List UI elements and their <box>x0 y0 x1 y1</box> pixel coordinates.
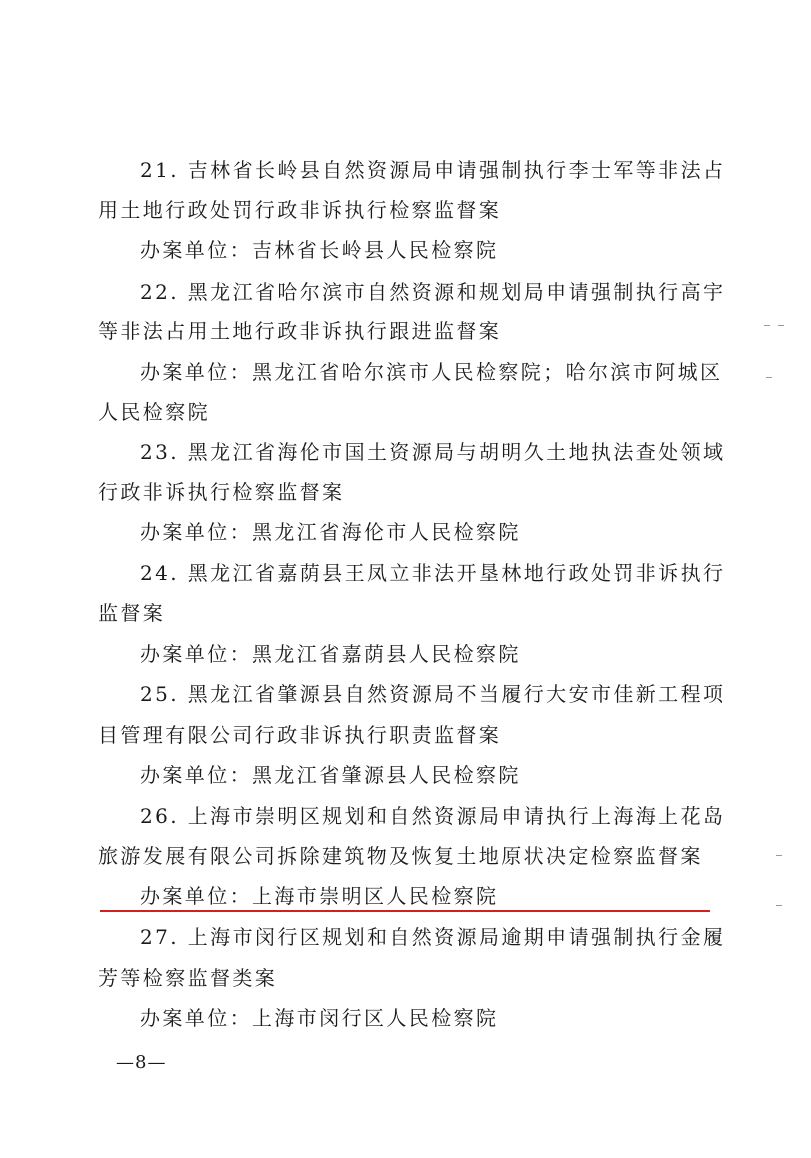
case-25-title-line-1: 25. 黑龙江省肇源县自然资源局不当履行大安市佳新工程项 <box>140 682 726 706</box>
case-21-unit: 办案单位：吉林省长岭县人民检察院 <box>140 238 499 262</box>
case-26-unit: 办案单位：上海市崇明区人民检察院 <box>140 884 499 908</box>
scan-mark <box>764 325 770 326</box>
scan-mark <box>766 377 772 378</box>
case-26-title-line-1: 26. 上海市崇明区规划和自然资源局申请执行上海海上花岛 <box>140 804 726 828</box>
scan-mark <box>776 855 782 856</box>
case-26-title-line-2: 旅游发展有限公司拆除建筑物及恢复土地原状决定检察监督案 <box>98 844 703 868</box>
scan-mark <box>776 905 782 906</box>
case-23-title-line-2: 行政非诉执行检察监督案 <box>98 480 345 504</box>
red-highlight-underline <box>100 910 710 912</box>
case-23-unit: 办案单位：黑龙江省海伦市人民检察院 <box>140 520 521 544</box>
case-27-unit: 办案单位：上海市闵行区人民检察院 <box>140 1006 499 1030</box>
case-22-title-line-2: 等非法占用土地行政非诉执行跟进监督案 <box>98 319 502 343</box>
case-23-title-line-1: 23. 黑龙江省海伦市国土资源局与胡明久土地执法查处领域 <box>140 440 726 464</box>
case-24-title-line-1: 24. 黑龙江省嘉荫县王凤立非法开垦林地行政处罚非诉执行 <box>140 561 726 585</box>
case-24-title-line-2: 监督案 <box>98 601 166 625</box>
case-21-title-line-1: 21. 吉林省长岭县自然资源局申请强制执行李士军等非法占 <box>140 158 726 182</box>
case-22-unit-line-2: 人民检察院 <box>98 400 210 424</box>
case-25-unit: 办案单位：黑龙江省肇源县人民检察院 <box>140 763 521 787</box>
case-24-unit: 办案单位：黑龙江省嘉荫县人民检察院 <box>140 642 521 666</box>
case-27-title-line-1: 27. 上海市闵行区规划和自然资源局逾期申请强制执行金履 <box>140 925 726 949</box>
case-27-title-line-2: 芳等检察监督类案 <box>98 966 278 990</box>
page-number: —8— <box>116 1052 167 1073</box>
case-22-title-line-1: 22. 黑龙江省哈尔滨市自然资源和规划局申请强制执行高宇 <box>140 280 726 304</box>
case-21-title-line-2: 用土地行政处罚行政非诉执行检察监督案 <box>98 198 502 222</box>
case-25-title-line-2: 目管理有限公司行政非诉执行职责监督案 <box>98 723 502 747</box>
case-22-unit-line-1: 办案单位：黑龙江省哈尔滨市人民检察院；哈尔滨市阿城区 <box>140 360 723 384</box>
scan-mark <box>778 325 784 326</box>
